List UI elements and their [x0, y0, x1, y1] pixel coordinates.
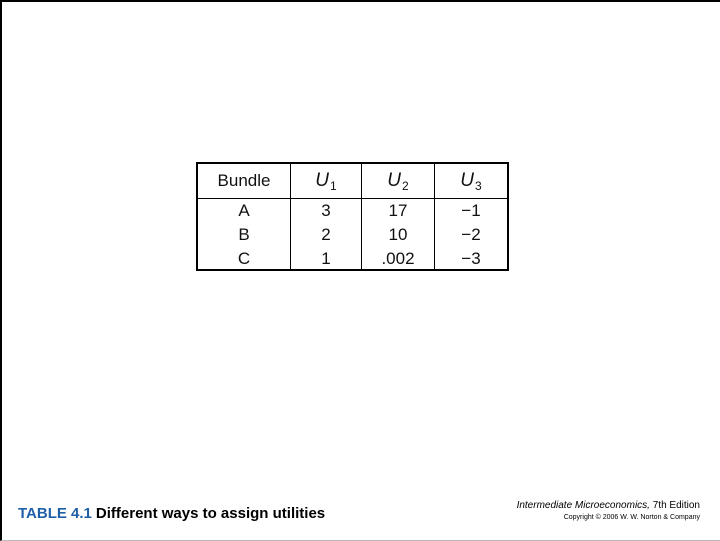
cell-u1: 2: [321, 225, 331, 244]
header-u2: $U_2$: [387, 170, 409, 193]
cell-bundle: C: [237, 249, 251, 268]
cell-u2: 10: [388, 225, 408, 244]
copyright-notice: Copyright © 2006 W. W. Norton & Company: [563, 514, 700, 521]
cell-u1: 1: [321, 249, 331, 268]
cell-u3: −1: [461, 201, 481, 220]
utility-table: [196, 162, 509, 271]
table-caption: [18, 505, 325, 522]
table-number: TABLE 4.1: [18, 505, 92, 522]
book-title: Intermediate Microeconomics,: [516, 500, 650, 511]
cell-bundle: B: [238, 225, 250, 244]
cell-u3: −2: [461, 225, 481, 244]
cell-u1: 3: [321, 201, 331, 220]
header-bundle: Bundle: [217, 171, 271, 190]
caption-text: Different ways to assign utilities: [95, 505, 326, 522]
book-credit: [517, 500, 700, 511]
cell-bundle: A: [238, 201, 250, 220]
header-u3: $U_3$: [460, 170, 482, 193]
header-u1: $U_1$: [315, 170, 337, 193]
cell-u2: 17: [388, 201, 408, 220]
cell-u2: .002: [381, 249, 415, 268]
book-edition: 7th Edition: [649, 500, 700, 511]
cell-u3: −3: [461, 249, 481, 268]
